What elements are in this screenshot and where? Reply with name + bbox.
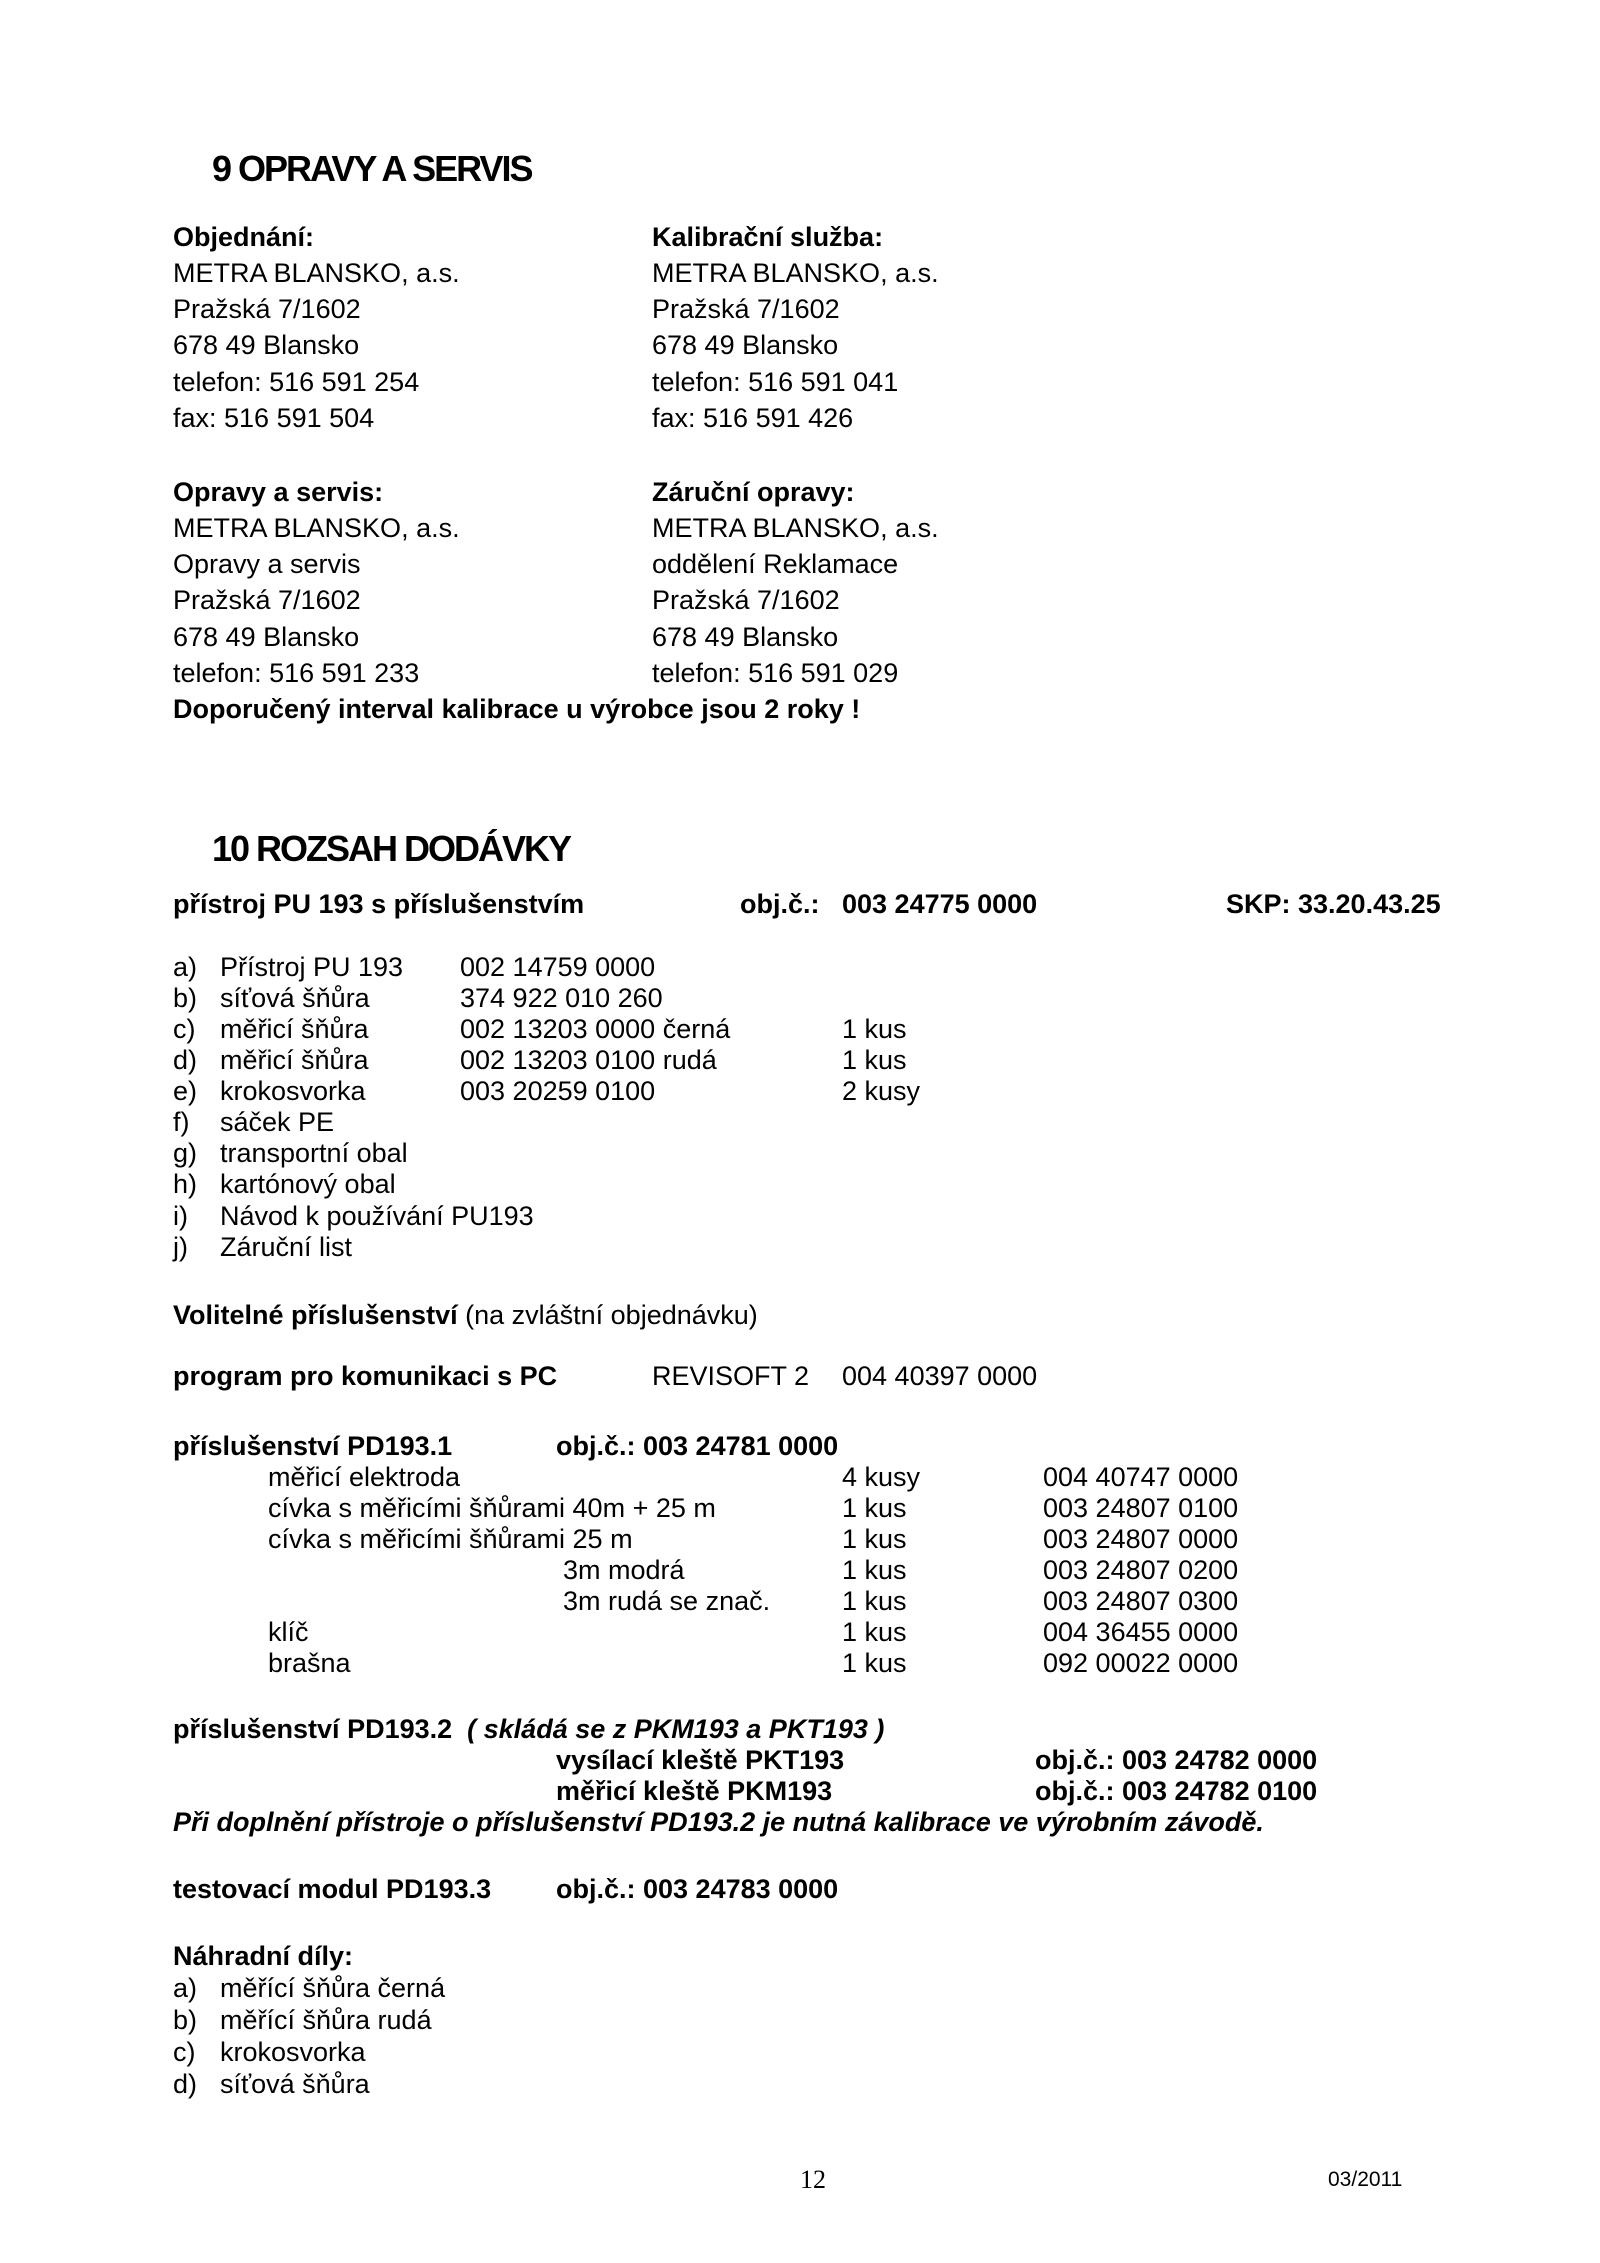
pd1-row-qty: 1 kus — [842, 1493, 907, 1523]
zarucni-line: METRA BLANSKO, a.s. — [652, 513, 939, 543]
kalibracni-line: Pražská 7/1602 — [652, 294, 840, 324]
objednani-line: 678 49 Blansko — [173, 330, 360, 360]
zarucni-line: Pražská 7/1602 — [652, 585, 840, 615]
item-quantity: 1 kus — [842, 1014, 907, 1044]
item-letter: i) — [173, 1201, 188, 1231]
pd2-row-order: obj.č.: 003 24782 0000 — [1035, 1745, 1318, 1775]
kalibracni-title: Kalibrační služba: — [652, 222, 884, 252]
spare-letter: b) — [173, 2005, 198, 2035]
section-10-heading: 10 ROZSAH DODÁVKY — [212, 828, 571, 869]
spare-name: krokosvorka — [220, 2037, 366, 2067]
program-code: 004 40397 0000 — [842, 1361, 1038, 1391]
opravy-line: METRA BLANSKO, a.s. — [173, 513, 460, 543]
item-code: 002 13203 0100 rudá — [460, 1045, 717, 1075]
pd1-order: obj.č.: 003 24781 0000 — [556, 1431, 839, 1461]
item-quantity: 1 kus — [842, 1045, 907, 1075]
item-code: 002 13203 0000 černá — [460, 1014, 731, 1044]
opravy-line: 678 49 Blansko — [173, 622, 360, 652]
item-name: kartónový obal — [220, 1169, 396, 1199]
objednani-line: telefon: 516 591 254 — [173, 367, 420, 397]
kalibracni-line: METRA BLANSKO, a.s. — [652, 258, 939, 288]
item-name: Návod k používání PU193 — [220, 1201, 534, 1231]
objednani-title: Objednání: — [173, 222, 314, 252]
pd1-row-name: cívka s měřicími šňůrami 40m + 25 m — [268, 1493, 716, 1523]
item-quantity: 2 kusy — [842, 1076, 921, 1106]
pd1-row-name: cívka s měřicími šňůrami 25 m — [268, 1524, 633, 1554]
pd1-title: příslušenství PD193.1 — [173, 1431, 453, 1461]
program-label: program pro komunikaci s PC — [173, 1361, 558, 1391]
item-letter: f) — [173, 1107, 190, 1137]
pd1-row-code: 003 24807 0300 — [1043, 1586, 1239, 1616]
item-code: 002 14759 0000 — [460, 952, 656, 982]
zarucni-line: 678 49 Blansko — [652, 622, 839, 652]
pd1-row-code: 092 00022 0000 — [1043, 1648, 1239, 1678]
section-9-heading: 9 OPRAVY A SERVIS — [212, 148, 532, 189]
pd1-row-qty: 1 kus — [842, 1524, 907, 1554]
zarucni-line: telefon: 516 591 029 — [652, 658, 899, 688]
item-name: síťová šňůra — [220, 983, 370, 1013]
objednani-line: METRA BLANSKO, a.s. — [173, 258, 460, 288]
pd1-row-code: 003 24807 0200 — [1043, 1555, 1239, 1585]
pd2-heading — [173, 1714, 884, 1745]
optional-accessories-note: (na zvláštní objednávku) — [465, 1300, 758, 1330]
item-name: měřicí šňůra — [220, 1045, 369, 1075]
pd1-row-sub: 3m modrá — [563, 1555, 685, 1585]
pd1-row-name: měřicí elektroda — [268, 1462, 461, 1492]
pd1-row-name: klíč — [268, 1617, 309, 1647]
zarucni-title: Záruční opravy: — [652, 477, 855, 507]
opravy-line: Opravy a servis — [173, 549, 361, 579]
pd1-row-sub: 3m rudá se znač. — [563, 1586, 771, 1616]
pd1-row-code: 003 24807 0000 — [1043, 1524, 1239, 1554]
pd1-row-qty: 1 kus — [842, 1586, 907, 1616]
item-code: 374 922 010 260 — [460, 983, 663, 1013]
pd1-row-code: 004 40747 0000 — [1043, 1462, 1239, 1492]
spare-name: měřící šňůra černá — [220, 1973, 446, 2003]
spare-letter: d) — [173, 2069, 198, 2099]
item-name: transportní obal — [220, 1138, 408, 1168]
opravy-title: Opravy a servis: — [173, 477, 384, 507]
item-name: měřicí šňůra — [220, 1014, 369, 1044]
item-name: Záruční list — [220, 1232, 353, 1262]
item-letter: d) — [173, 1045, 198, 1075]
optional-accessories — [173, 1300, 758, 1331]
pd1-row-code: 003 24807 0100 — [1043, 1493, 1239, 1523]
objednani-line: Pražská 7/1602 — [173, 294, 361, 324]
pd3-title: testovací modul PD193.3 — [173, 1874, 492, 1904]
objednani-line: fax: 516 591 504 — [173, 403, 375, 433]
zarucni-line: oddělení Reklamace — [652, 549, 899, 579]
pd2-row-name: vysílací kleště PKT193 — [556, 1745, 845, 1775]
calibration-note: Doporučený interval kalibrace u výrobce jsou 2 roky ! — [173, 694, 861, 724]
spare-name: měřící šňůra rudá — [220, 2005, 432, 2035]
item-code: 003 20259 0100 — [460, 1076, 656, 1106]
pd1-row-qty: 1 kus — [842, 1617, 907, 1647]
pd2-row-name: měřicí kleště PKM193 — [556, 1776, 833, 1806]
item-letter: c) — [173, 1014, 196, 1044]
opravy-line: Pražská 7/1602 — [173, 585, 361, 615]
kalibracni-line: 678 49 Blansko — [652, 330, 839, 360]
item-name: sáček PE — [220, 1107, 335, 1137]
pd2-row-order: obj.č.: 003 24782 0100 — [1035, 1776, 1318, 1806]
spare-name: síťová šňůra — [220, 2069, 370, 2099]
product-order-number: 003 24775 0000 — [842, 889, 1038, 919]
pd3-order: obj.č.: 003 24783 0000 — [556, 1874, 839, 1904]
kalibracni-line: telefon: 516 591 041 — [652, 367, 899, 397]
item-letter: j) — [173, 1232, 188, 1262]
pd2-calibration-note: Při doplnění přístroje o příslušenství PD193.2 je nutná kalibrace ve výrobním závodě. — [173, 1807, 1264, 1837]
product-skp: SKP: 33.20.43.25 — [1226, 889, 1441, 919]
kalibracni-line: fax: 516 591 426 — [652, 403, 854, 433]
opravy-line: telefon: 516 591 233 — [173, 658, 420, 688]
product-order-label: obj.č.: — [740, 889, 820, 919]
item-letter: h) — [173, 1169, 198, 1199]
item-letter: e) — [173, 1076, 198, 1106]
item-letter: b) — [173, 983, 198, 1013]
spare-letter: a) — [173, 1973, 198, 2003]
pd2-subtitle: ( skládá se z PKM193 a PKT193 ) — [467, 1714, 885, 1744]
item-name: krokosvorka — [220, 1076, 366, 1106]
spares-title: Náhradní díly: — [173, 1941, 354, 1971]
pd1-row-qty: 1 kus — [842, 1555, 907, 1585]
program-name: REVISOFT 2 — [652, 1361, 810, 1391]
optional-accessories-label: Volitelné příslušenství — [173, 1300, 458, 1330]
item-name: Přístroj PU 193 — [220, 952, 404, 982]
item-letter: a) — [173, 952, 198, 982]
spare-letter: c) — [173, 2037, 196, 2067]
pd2-title: příslušenství PD193.2 — [173, 1714, 453, 1744]
pd1-row-name: brašna — [268, 1648, 351, 1678]
product-name: přístroj PU 193 s příslušenstvím — [173, 889, 585, 919]
page-number: 12 — [800, 2165, 826, 2194]
item-letter: g) — [173, 1138, 198, 1168]
pd1-row-code: 004 36455 0000 — [1043, 1617, 1239, 1647]
footer-date: 03/2011 — [1328, 2168, 1403, 2191]
pd1-row-qty: 1 kus — [842, 1648, 907, 1678]
pd1-row-qty: 4 kusy — [842, 1462, 921, 1492]
